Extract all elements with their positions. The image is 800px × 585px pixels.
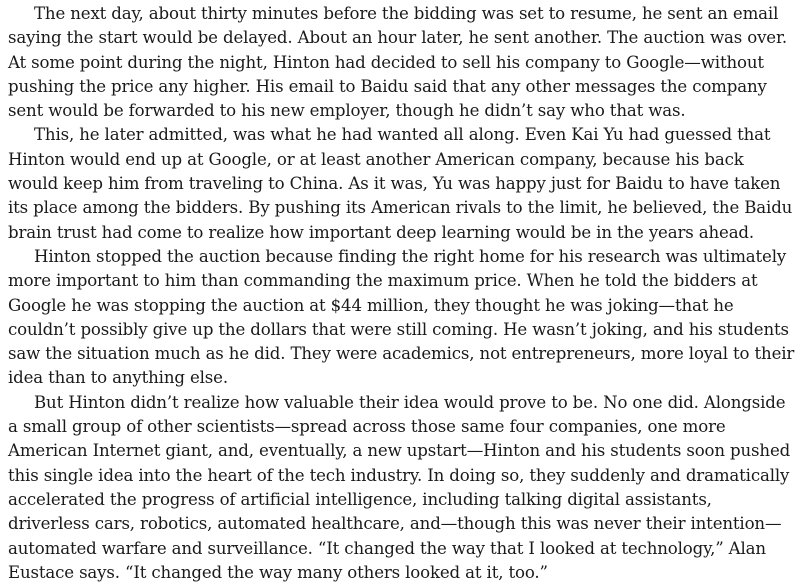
paragraph-valuable-idea: But Hinton didn’t realize how valuable their idea would prove to be. No one did. Alongside a small group of other scientists—spread across those same four companies, one more American Internet giant, and, eventually, a new upstart—Hinton and his students soon pushed this single idea into the heart of the tech industry. In doing so, they suddenly and dramatically accelerated the progress of artificial intelligence, including talking digital assistants, driverless cars, robotics, automated healthcare, and—though this was never their intention—automated warfare and surveillance. “It changed the way that I looked at technology,” Alan Eustace says. “It changed the way many others looked at it, too.”: [8, 392, 791, 582]
paragraph-stopped-auction: Hinton stopped the auction because finding the right home for his research was ultimately more important to him than commanding the maximum price. When he told the bidders at Google he was stopping the auction at $44 million, they thought he was joking—that he couldn’t possibly give up the dollars that were still coming. He wasn’t joking, and his students saw the situation much as he did. They were academics, not entrepreneurs, more loyal to their idea than to anything else.: [8, 246, 795, 388]
paragraph-auction-over: The next day, about thirty minutes before the bidding was set to resume, he sent an email saying the start would be delayed. About an hour later, he sent another. The auction was over. At some point during the night, Hinton had decided to sell his company to Google—without pushing the price any higher. His email to Baidu said that any other messages the company sent would be forwarded to his new employer, though he didn’t say who that was.: [8, 4, 788, 121]
book-page: [8, 2, 796, 585]
paragraph-kai-yu: This, he later admitted, was what he had wanted all along. Even Kai Yu had guessed that Hinton would end up at Google, or at least another American company, because his back would keep him from traveling to China. As it was, Yu was happy just for Baidu to have taken its place among the bidders. By pushing its American rivals to the limit, he believed, the Baidu brain trust had come to realize how important deep learning would be in the years ahead.: [8, 125, 793, 242]
